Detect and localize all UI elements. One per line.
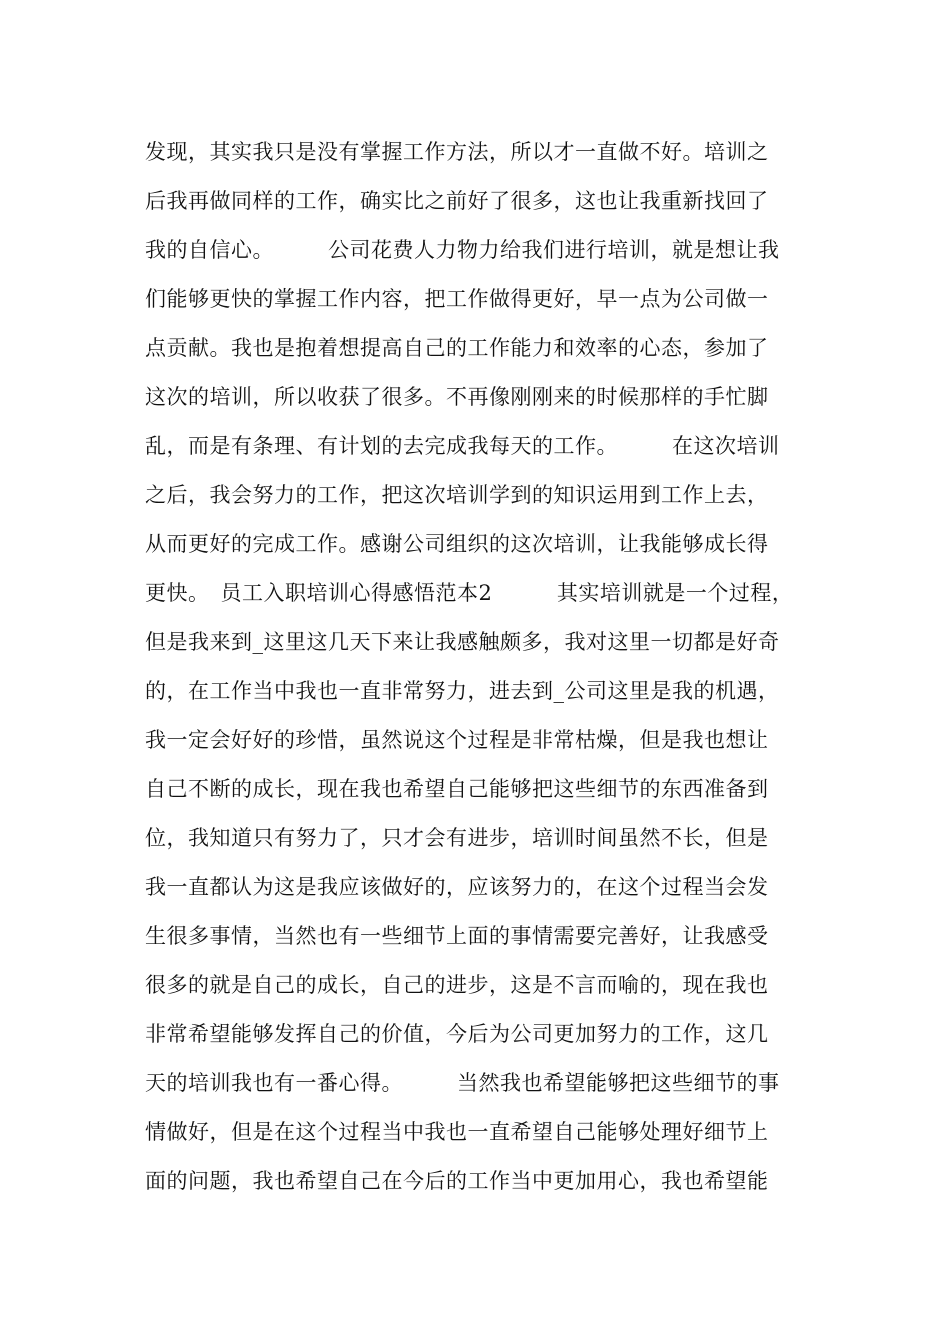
text-line: 很多的就是自己的成长，自己的进步，这是不言而喻的，现在我也 (145, 973, 769, 997)
text-line: 的，在工作当中我也一直非常努力，进去到_公司这里是我的机遇， (145, 679, 780, 703)
body-text (145, 128, 825, 1206)
text-line: 们能够更快的掌握工作内容，把工作做得更好，早一点为公司做一 (145, 287, 769, 311)
text-line: 但是我来到_这里这几天下来让我感触颇多，我对这里一切都是好奇 (145, 630, 780, 654)
text-line: 发现，其实我只是没有掌握工作方法，所以才一直做不好。培训之 (145, 140, 769, 164)
text-line: 我一定会好好的珍惜，虽然说这个过程是非常枯燥，但是我也想让 (145, 728, 769, 752)
text-line: 天的培训我也有一番心得。 当然我也希望能够把这些细节的事 (145, 1071, 780, 1095)
text-line: 我的自信心。 公司花费人力物力给我们进行培训，就是想让我 (145, 238, 780, 262)
text-line: 非常希望能够发挥自己的价值，今后为公司更加努力的工作，这几 (145, 1022, 769, 1046)
text-line: 自己不断的成长，现在我也希望自己能够把这些细节的东西准备到 (145, 777, 769, 801)
text-line: 从而更好的完成工作。感谢公司组织的这次培训，让我能够成长得 (145, 532, 769, 556)
text-line: 乱，而是有条理、有计划的去完成我每天的工作。 在这次培训 (145, 434, 780, 458)
text-line: 情做好，但是在这个过程当中我也一直希望自己能够处理好细节上 (145, 1120, 769, 1144)
text-line: 点贡献。我也是抱着想提高自己的工作能力和效率的心态，参加了 (145, 336, 769, 360)
text-line: 这次的培训，所以收获了很多。不再像刚刚来的时候那样的手忙脚 (145, 385, 769, 409)
text-line: 更快。 员工入职培训心得感悟范本2 其实培训就是一个过程， (145, 581, 794, 605)
text-line: 之后，我会努力的工作，把这次培训学到的知识运用到工作上去， (145, 483, 769, 507)
text-line: 位，我知道只有努力了，只才会有进步，培训时间虽然不长，但是 (145, 826, 769, 850)
text-line: 我一直都认为这是我应该做好的，应该努力的，在这个过程当会发 (145, 875, 769, 899)
text-line: 后我再做同样的工作，确实比之前好了很多，这也让我重新找回了 (145, 189, 769, 213)
text-line: 生很多事情，当然也有一些细节上面的事情需要完善好，让我感受 (145, 924, 769, 948)
text-line: 面的问题，我也希望自己在今后的工作当中更加用心，我也希望能 (145, 1169, 769, 1193)
